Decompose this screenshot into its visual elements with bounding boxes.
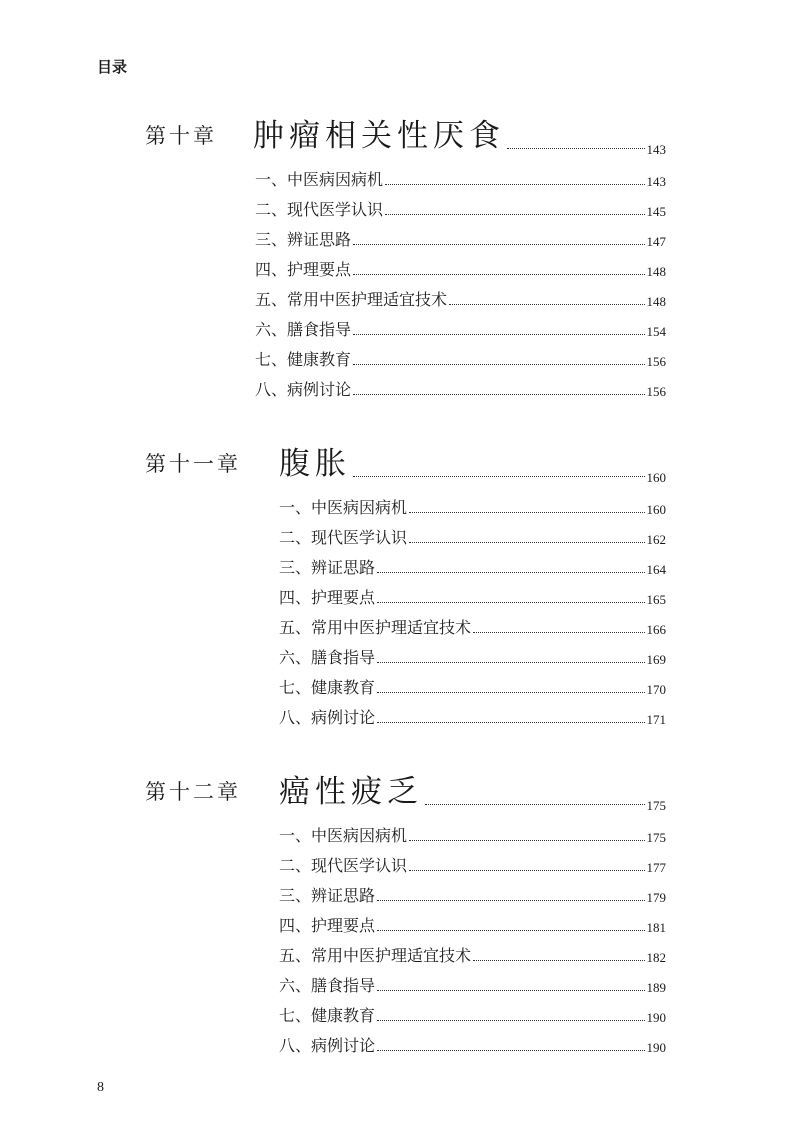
entry-page-number: 169 (646, 652, 666, 667)
entry-page-number: 190 (646, 1040, 666, 1055)
dot-leader (473, 631, 644, 633)
toc-entry[interactable] (255, 316, 666, 338)
chapter-10 (0, 108, 800, 399)
entry-page-number: 148 (646, 264, 666, 279)
entry-label: 六、膳食指导 (279, 976, 376, 995)
chapter-title-row[interactable] (253, 108, 666, 157)
dot-leader (409, 839, 644, 841)
entry-page-number: 166 (646, 622, 666, 637)
entry-page-number: 156 (646, 354, 666, 369)
entry-label: 八、病例讨论 (279, 708, 376, 727)
dot-leader (425, 803, 645, 805)
chapter-heading (0, 436, 800, 486)
entry-page-number: 162 (646, 532, 666, 547)
toc-entry[interactable] (279, 614, 666, 636)
toc-entry[interactable] (279, 822, 666, 844)
entry-label: 四、护理要点 (279, 588, 376, 607)
entry-page-number: 145 (646, 204, 666, 219)
toc-entry[interactable] (279, 524, 666, 546)
toc-entry[interactable] (255, 346, 666, 368)
entry-page-number: 170 (646, 682, 666, 697)
dot-leader (385, 213, 644, 215)
entry-label: 三、辨证思路 (279, 886, 376, 905)
entry-label: 一、中医病因病机 (279, 498, 408, 517)
dot-leader (377, 899, 644, 901)
toc-entry[interactable] (255, 286, 666, 308)
entry-label: 二、现代医学认识 (279, 856, 408, 875)
entry-label: 七、健康教育 (255, 350, 352, 369)
entry-page-number: 177 (646, 860, 666, 875)
entry-label: 四、护理要点 (255, 260, 352, 279)
dot-leader (377, 989, 644, 991)
entry-page-number: 143 (646, 174, 666, 189)
entry-label: 一、中医病因病机 (255, 170, 384, 189)
toc-entry[interactable] (279, 882, 666, 904)
toc-entry[interactable] (255, 166, 666, 188)
toc-entry[interactable] (279, 1032, 666, 1054)
dot-leader (353, 475, 645, 477)
entry-page-number: 175 (646, 830, 666, 845)
dot-leader (409, 541, 644, 543)
dot-leader (377, 601, 644, 603)
dot-leader (353, 243, 644, 245)
entry-page-number: 160 (646, 502, 666, 517)
toc-entry[interactable] (279, 972, 666, 994)
dot-leader (377, 929, 644, 931)
dot-leader (353, 333, 644, 335)
dot-leader (377, 721, 644, 723)
chapter-number: 第十一章 (145, 452, 241, 476)
entry-label: 六、膳食指导 (279, 648, 376, 667)
entry-page-number: 156 (646, 384, 666, 399)
dot-leader (449, 303, 644, 305)
chapter-heading (0, 764, 800, 814)
entry-page-number: 190 (646, 1010, 666, 1025)
toc-entry[interactable] (279, 554, 666, 576)
entry-label: 五、常用中医护理适宜技术 (279, 946, 472, 965)
chapter-page-number: 175 (646, 798, 666, 813)
entry-page-number: 181 (646, 920, 666, 935)
dot-leader (409, 511, 644, 513)
dot-leader (473, 959, 644, 961)
entry-page-number: 189 (646, 980, 666, 995)
running-header: 目录 (97, 58, 128, 76)
chapter-title-row[interactable] (279, 436, 666, 485)
chapter-title-row[interactable] (279, 764, 666, 813)
dot-leader (353, 393, 644, 395)
toc-entry[interactable] (279, 674, 666, 696)
toc-entry[interactable] (279, 584, 666, 606)
toc-entry[interactable] (279, 852, 666, 874)
entry-label: 三、辨证思路 (255, 230, 352, 249)
entry-page-number: 182 (646, 950, 666, 965)
entry-label: 七、健康教育 (279, 678, 376, 697)
toc-entry[interactable] (255, 196, 666, 218)
page-number: 8 (97, 1080, 104, 1095)
toc-entry[interactable] (279, 912, 666, 934)
entry-label: 三、辨证思路 (279, 558, 376, 577)
toc-entry[interactable] (279, 494, 666, 516)
chapter-number: 第十章 (145, 124, 217, 148)
entry-label: 八、病例讨论 (279, 1036, 376, 1055)
entry-label: 二、现代医学认识 (279, 528, 408, 547)
dot-leader (377, 571, 644, 573)
entry-label: 五、常用中医护理适宜技术 (255, 290, 448, 309)
entry-page-number: 165 (646, 592, 666, 607)
chapter-title: 癌性疲乏 (279, 774, 423, 810)
entry-page-number: 147 (646, 234, 666, 249)
entry-page-number: 154 (646, 324, 666, 339)
entry-label: 五、常用中医护理适宜技术 (279, 618, 472, 637)
chapter-heading (0, 108, 800, 158)
toc-entry[interactable] (255, 226, 666, 248)
entry-page-number: 179 (646, 890, 666, 905)
dot-leader (377, 691, 644, 693)
entry-page-number: 148 (646, 294, 666, 309)
dot-leader (377, 661, 644, 663)
dot-leader (353, 273, 644, 275)
entry-label: 四、护理要点 (279, 916, 376, 935)
entry-label: 一、中医病因病机 (279, 826, 408, 845)
toc-entry[interactable] (279, 644, 666, 666)
toc-entry[interactable] (279, 704, 666, 726)
chapter-12 (0, 764, 800, 1055)
toc-entry[interactable] (279, 1002, 666, 1024)
chapter-number: 第十二章 (145, 780, 241, 804)
chapter-page-number: 160 (646, 470, 666, 485)
chapter-title: 腹胀 (279, 446, 351, 482)
entry-page-number: 164 (646, 562, 666, 577)
entry-label: 六、膳食指导 (255, 320, 352, 339)
dot-leader (385, 183, 644, 185)
entry-label: 七、健康教育 (279, 1006, 376, 1025)
toc-entry[interactable] (255, 256, 666, 278)
chapter-page-number: 143 (646, 142, 666, 157)
chapter-11 (0, 436, 800, 727)
dot-leader (409, 869, 644, 871)
toc-entry[interactable] (255, 376, 666, 398)
dot-leader (507, 147, 645, 149)
entry-page-number: 171 (646, 712, 666, 727)
toc-entry[interactable] (279, 942, 666, 964)
entry-label: 八、病例讨论 (255, 380, 352, 399)
chapter-title: 肿瘤相关性厌食 (253, 118, 505, 154)
dot-leader (353, 363, 644, 365)
dot-leader (377, 1049, 644, 1051)
entry-label: 二、现代医学认识 (255, 200, 384, 219)
dot-leader (377, 1019, 644, 1021)
